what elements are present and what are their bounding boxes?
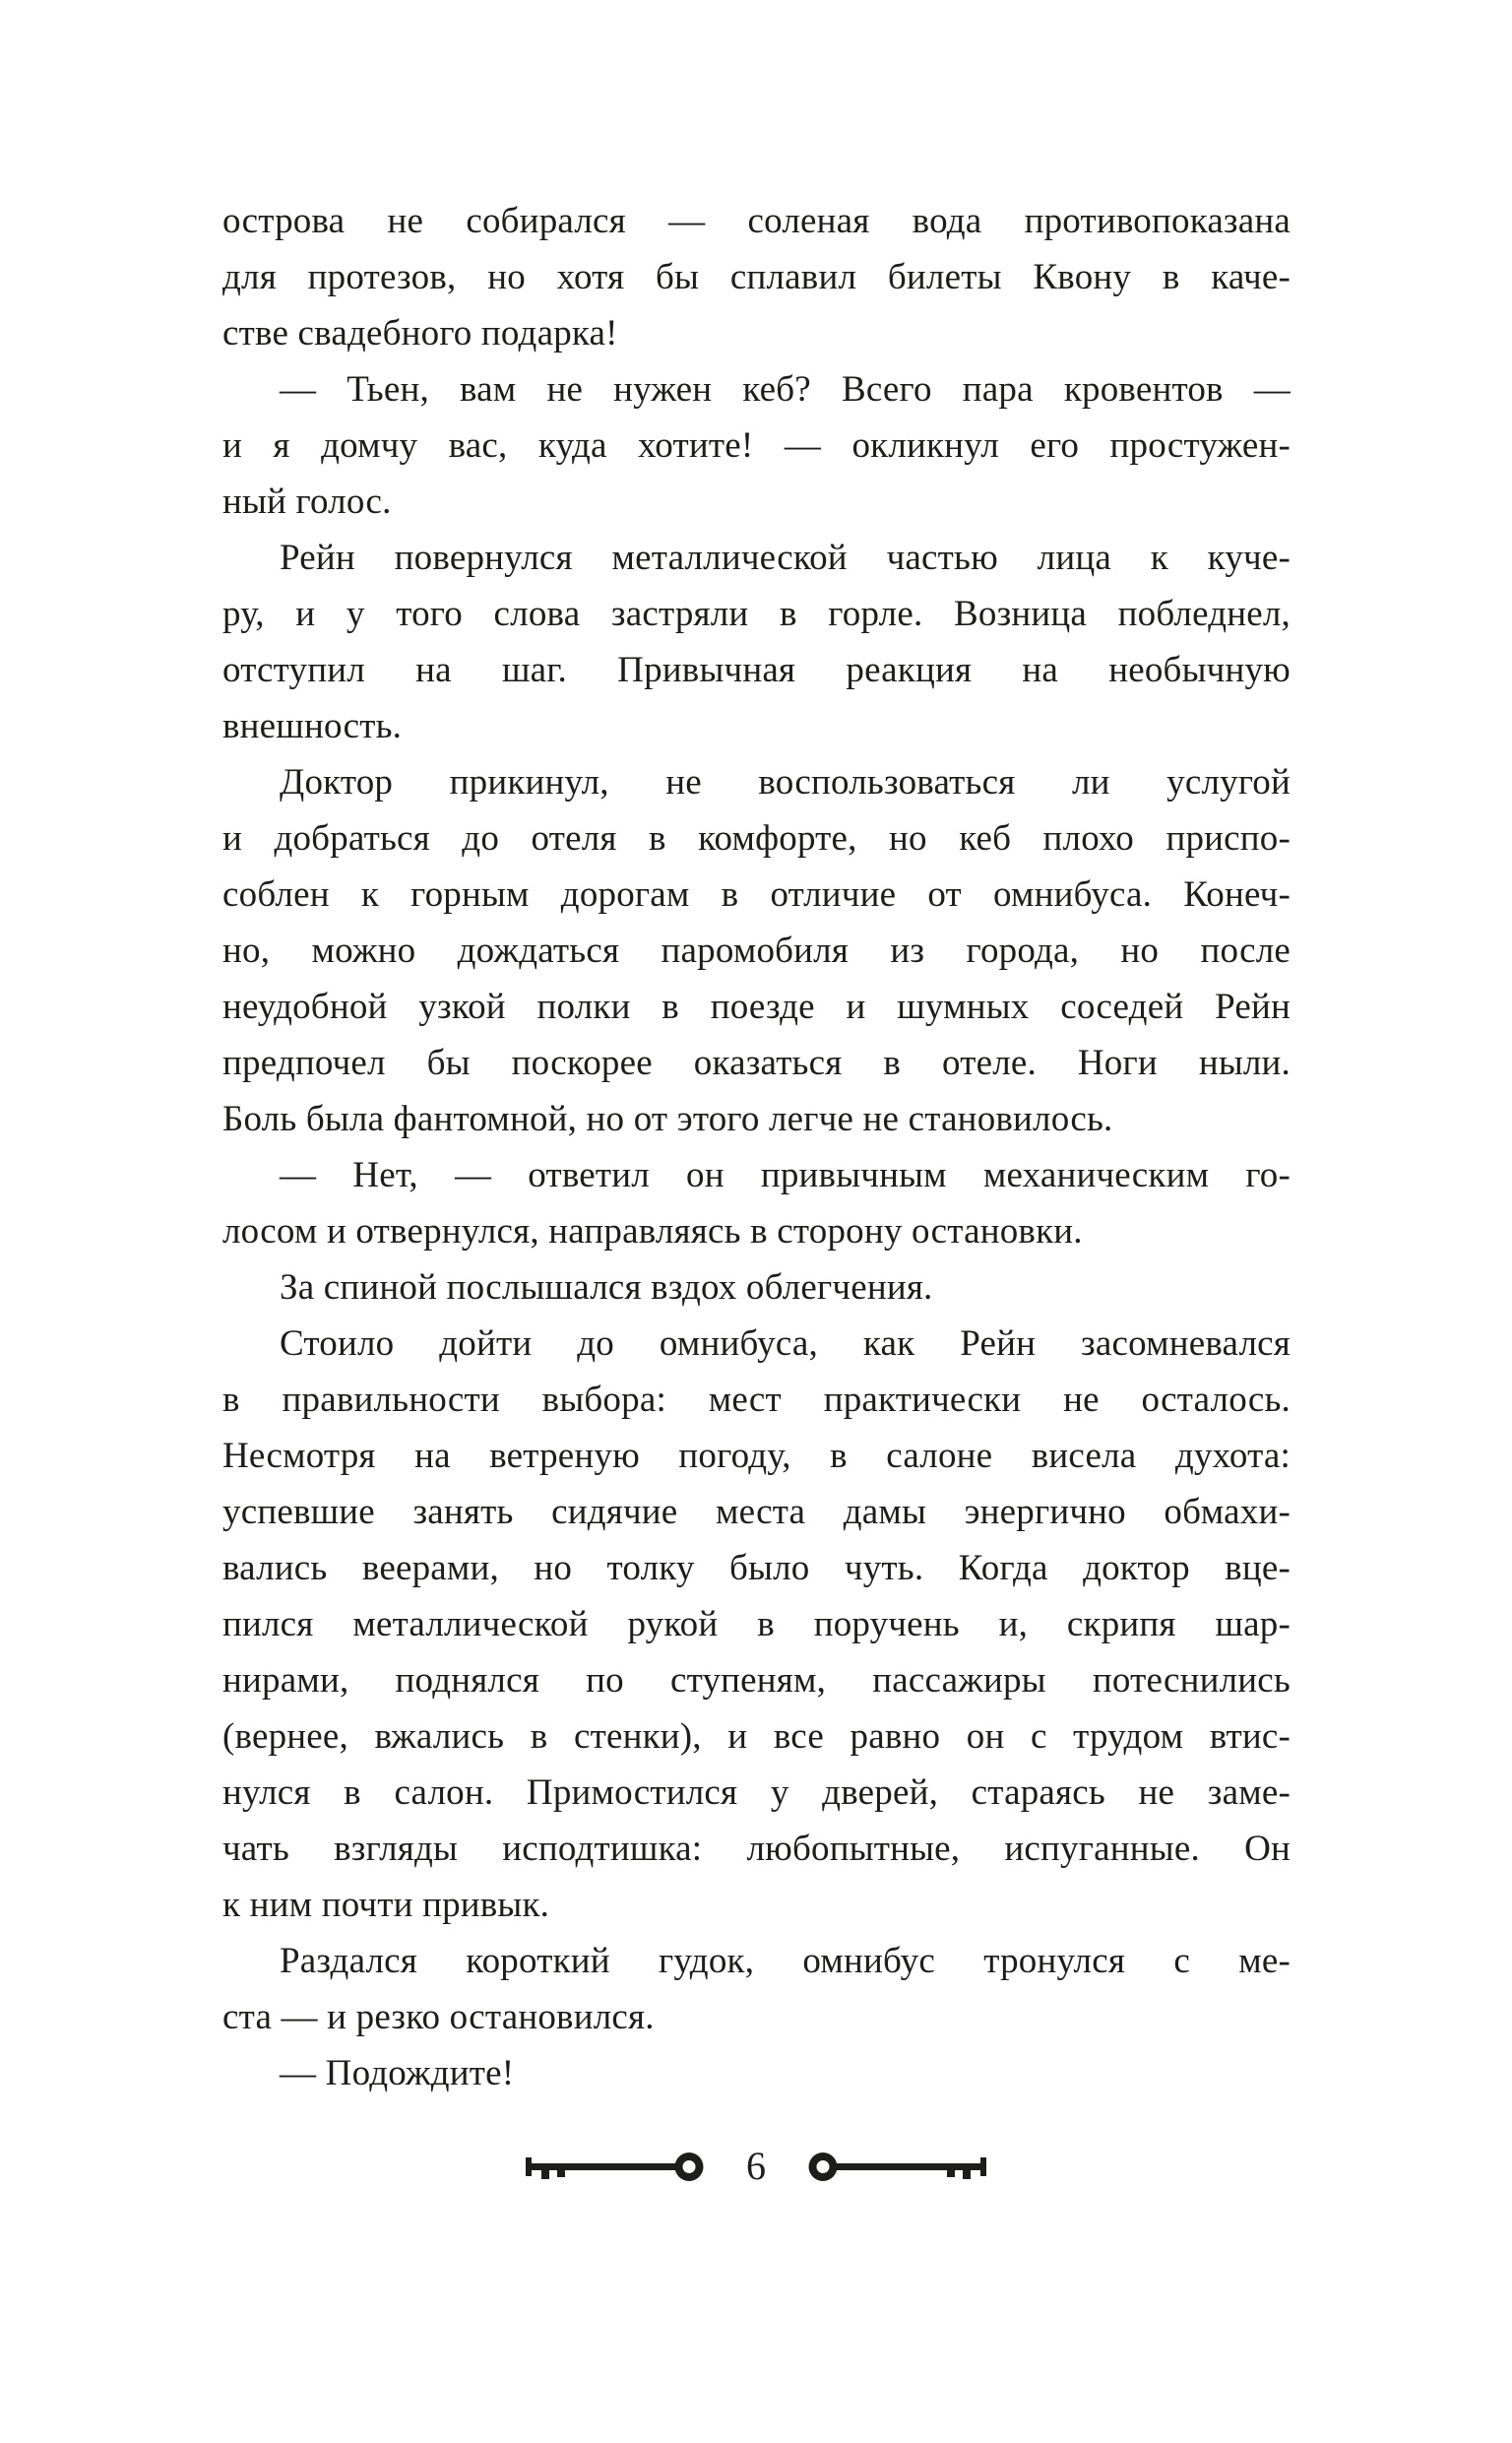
text-line: пился металлической рукой в поручень и, скрипя шар- [222,1604,1291,1644]
text-line: и я домчу вас, куда хотите! — окликнул его простужен- [222,425,1291,466]
page-text-block [222,193,1291,2101]
text-line: Раздался короткий гудок, омнибус тронулся с ме- [280,1941,1291,1981]
paragraph [222,193,1291,361]
text-line: для протезов, но хотя бы сплавил билеты Квону в каче- [222,257,1291,297]
page-number: 6 [746,2144,766,2188]
text-line: предпочел бы поскорее оказаться в отеле. Ноги ныли. [222,1043,1291,1083]
paragraph [222,754,1291,1147]
paragraph [222,530,1291,754]
text-line: ста — и резко остановился. [222,1997,655,2037]
text-line: острова не собирался — соленая вода противопоказана [222,201,1291,241]
paragraph [222,361,1291,530]
text-line: Рейн повернулся металлической частью лица к куче- [280,538,1291,578]
key-ornament-left-icon [520,2145,713,2188]
text-line: к ним почти привык. [222,1885,550,1925]
text-line: — Подождите! [280,2053,515,2093]
text-line: внешность. [222,706,403,746]
text-line: — Нет, — ответил он привычным механическим го- [280,1155,1291,1195]
text-line: ру, и у того слова застряли в горле. Возница побледнел, [222,594,1291,634]
text-line: Несмотря на ветреную погоду, в салоне висела духота: [222,1436,1291,1476]
text-line: неудобной узкой полки в поезде и шумных соседей Рейн [222,987,1291,1027]
page-footer [0,2145,1512,2188]
text-line: За спиной послышался вздох облегчения. [280,1267,933,1308]
text-line: лосом и отвернулся, направляясь в сторону остановки. [222,1211,1083,1252]
text-line: в правильности выбора: мест практически не осталось. [222,1380,1291,1420]
text-line: ный голос. [222,482,392,522]
text-line: чать взгляды исподтишка: любопытные, испуганные. Он [222,1829,1291,1869]
text-line: (вернее, вжались в стенки), и все равно он с трудом втис- [222,1716,1291,1757]
text-line: но, можно дождаться паромобиля из города, но после [222,931,1291,971]
paragraph [222,1933,1291,2045]
paragraph [222,2045,1291,2101]
paragraph [222,1316,1291,1933]
text-line: соблен к горным дорогам в отличие от омнибуса. Конеч- [222,874,1291,915]
paragraph [222,1147,1291,1259]
paragraph [222,1259,1291,1316]
text-line: нулся в салон. Примостился у дверей, стараясь не заме- [222,1772,1291,1813]
text-line: нирами, поднялся по ступеням, пассажиры потеснились [222,1660,1291,1701]
text-line: успевшие занять сидячие места дамы энергично обмахи- [222,1492,1291,1532]
text-line: стве свадебного подарка! [222,313,618,354]
key-ornament-right-icon [799,2145,992,2188]
text-line: Боль была фантомной, но от этого легче не становилось. [222,1099,1113,1139]
text-line: Доктор прикинул, не воспользоваться ли услугой [280,762,1291,803]
text-line: Стоило дойти до омнибуса, как Рейн засомневался [280,1323,1291,1364]
text-line: отступил на шаг. Привычная реакция на необычную [222,650,1291,690]
text-line: — Тьен, вам не нужен кеб? Всего пара кровентов — [280,369,1291,410]
text-line: вались веерами, но толку было чуть. Когда доктор вце- [222,1548,1291,1588]
text-line: и добраться до отеля в комфорте, но кеб плохо приспо- [222,818,1291,859]
